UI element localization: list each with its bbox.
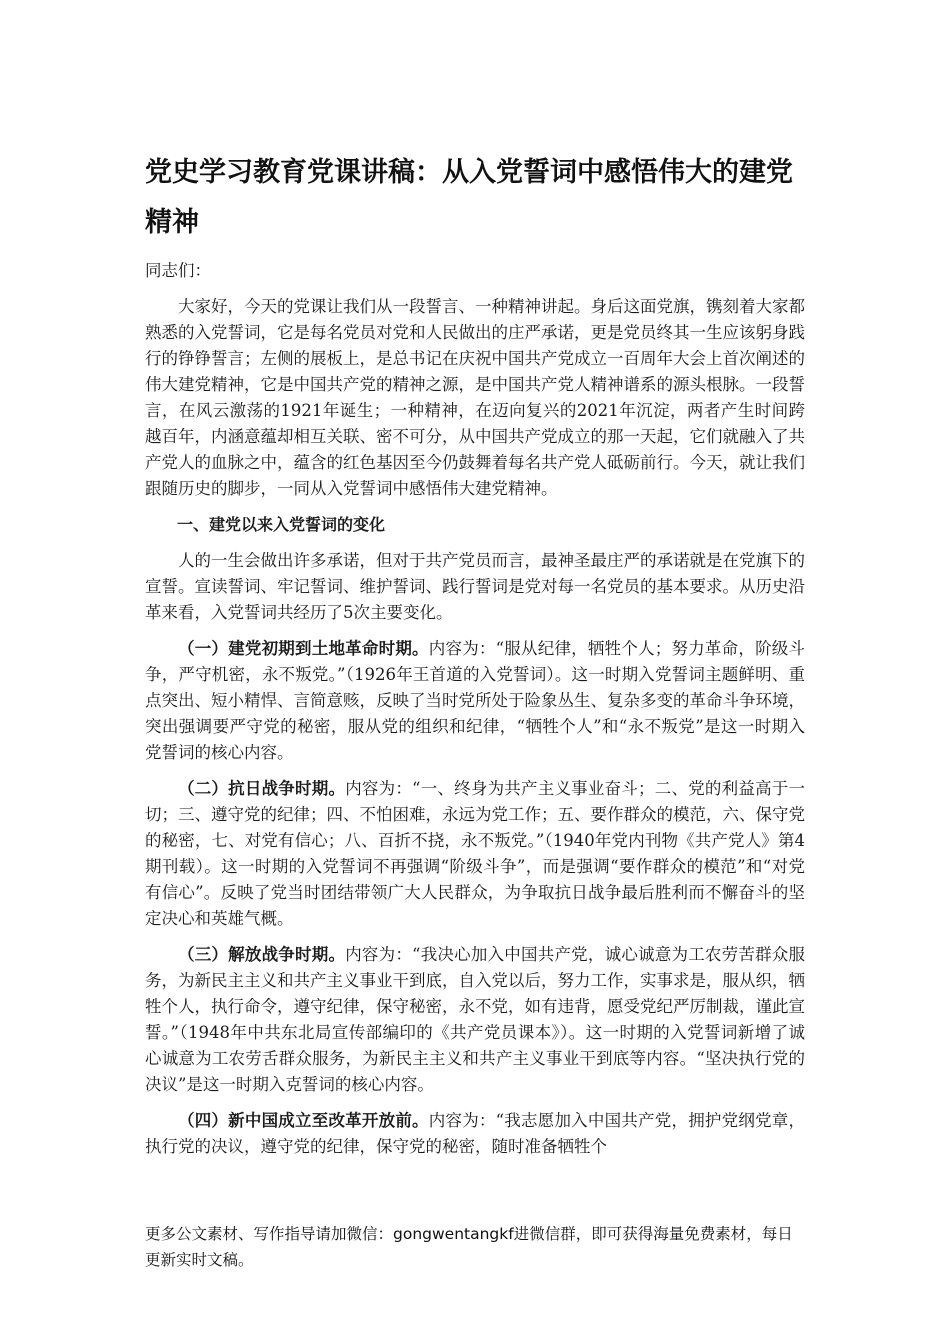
period-lead-1: （一）建党初期到土地革命时期。 xyxy=(178,639,429,658)
period-lead-3: （三）解放战争时期。 xyxy=(178,945,346,964)
period-paragraph-1 xyxy=(145,636,805,766)
period-lead-4: （四）新中国成立至改革开放前。 xyxy=(178,1111,429,1130)
period-body-3: 内容为：“我决心加入中国共产党，诚心诚意为工农劳苦群众服务，为新民主主义和共产主义事业干到底，自入党以后，努力工作，实事求是，服从织，牺牲个人，执行命令，遵守纪律，保守秘密，永不党，如有违背，愿受党纪严厉制裁，谨此宣誓。”（1948年中共东北局宣传部编印的《共产党员课本》）。这一时期的入党誓词新增了诚心诚意为工农劳舌群众服务，为新民主主义和共产主义事业干到底等内容。“坚决执行党的决议”是这一时期入克誓词的核心内容。 xyxy=(145,945,806,1094)
period-paragraph-3 xyxy=(145,942,805,1098)
section-paragraph: 人的一生会做出许多承诺，但对于共产党员而言，最神圣最庄严的承诺就是在党旗下的宣誓。宣读誓词、牢记誓词、维护誓词、践行誓词是党对每一名党员的基本要求。从历史沿革来看，入党誓词共经历了5次主要变化。 xyxy=(145,551,805,622)
document-title: 党史学习教育党课讲稿：从入党誓词中感悟伟大的建党精神 xyxy=(145,157,793,238)
section-heading: 一、建党以来入党誓词的变化 xyxy=(177,515,386,534)
period-body-2: 内容为：“一、终身为共产主义事业奋斗；二、党的利益高于一切；三、遵守党的纪律；四、不怕困难，永远为党工作；五、要作群众的模范，六、保守党的秘密，七、对党有信心；八、百折不挠，永不叛党。”（1940年党内刊物《共产党人》第4期刊载）。这一时期的入党誓词不再强调“阶级斗争”，而是强调“要作群众的模范”和“对党有信心”。反映了党当时团结带领广大人民群众，为争取抗日战争最后胜利而不懈奋斗的坚定决心和英雄气概。 xyxy=(145,779,806,928)
document-body xyxy=(145,148,805,1170)
period-lead-2: （二）抗日战争时期。 xyxy=(178,779,346,798)
salutation: 同志们： xyxy=(145,261,211,280)
period-paragraph-2 xyxy=(145,776,805,932)
period-body-1: 内容为：“服从纪律，牺牲个人；努力革命，阶级斗争，严守机密，永不叛党。”（1926年王首道的入党誓词）。这一时期入党誓词主题鲜明、重点突出、短小精悍、言简意赅，反映了当时党所处于险象丛生、复杂多变的革命斗争环境，突出强调要严守党的秘密，服从党的组织和纪律，“牺牲个人”和“永不叛党”是这一时期入党誓词的核心内容。 xyxy=(145,639,806,762)
period-body-4: 内容为：“我志愿加入中国共产党，拥护党纲党章，执行党的决议，遵守党的纪律，保守党的秘密，随时准备牺牲个 xyxy=(145,1111,806,1156)
intro-paragraph: 大家好，今天的党课让我们从一段誓言、一种精神讲起。身后这面党旗，镌刻着大家都熟悉的入党誓词，它是每名党员对党和人民做出的庄严承诺，更是党员终其一生应该躬身践行的铮铮誓言；左侧的展板上，是总书记在庆祝中国共产党成立一百周年大会上首次阐述的伟大建党精神，它是中国共产党的精神之源，是中国共产党人精神谱系的源头根脉。一段誓言，在风云激荡的1921年诞生；一种精神，在迈向复兴的2021年沉淀，两者产生时间跨越百年，内涵意蕴却相互关联、密不可分，从中国共产党成立的那一天起，它们就融入了共产党人的血脉之中，蕴含的红色基因至今仍鼓舞着每名共产党人砥砺前行。今天，就让我们跟随历史的脚步，一同从入党誓词中感悟伟大建党精神。 xyxy=(145,297,805,498)
period-paragraph-4 xyxy=(145,1108,805,1160)
page-footer: 更多公文素材、写作指导请加微信：gongwentangkf进微信群，即可获得海量免费素材，每日更新实时文稿。 xyxy=(145,1225,793,1269)
